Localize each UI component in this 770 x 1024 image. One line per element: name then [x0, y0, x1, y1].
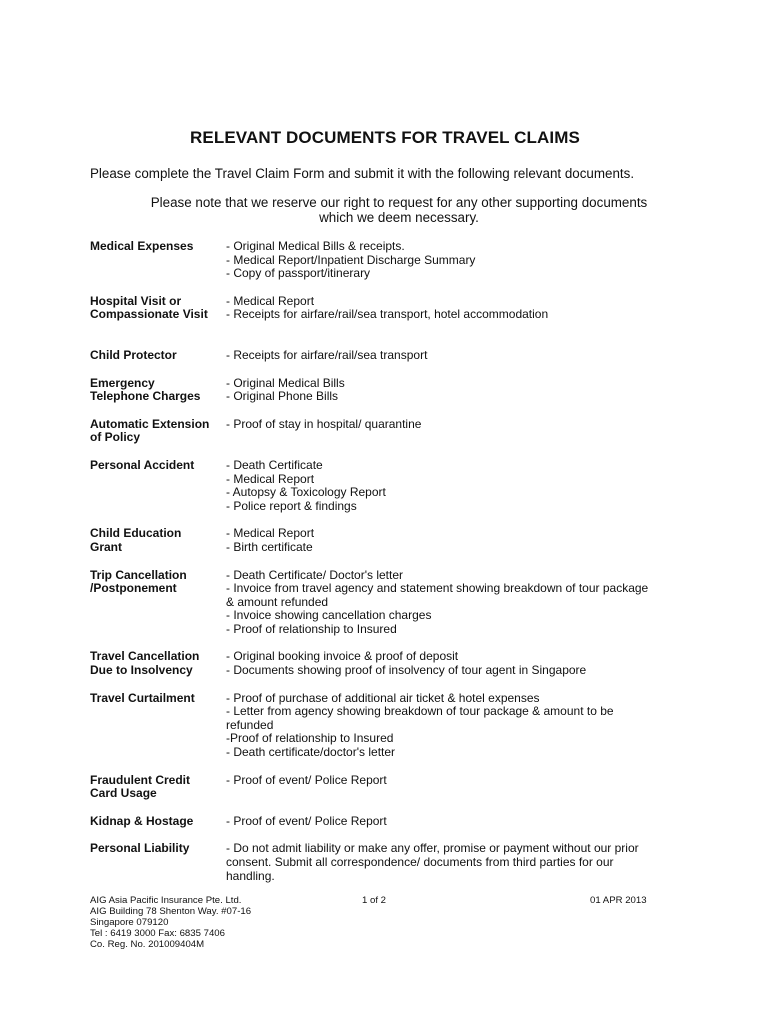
- document-item: - Original booking invoice & proof of deposit: [226, 649, 459, 664]
- claim-type-line: Travel Cancellation: [90, 649, 200, 664]
- claim-type-label: [90, 377, 226, 404]
- claim-type-label: [90, 650, 226, 677]
- claim-type-line: Medical Expenses: [90, 239, 194, 253]
- document-item: refunded: [226, 717, 274, 732]
- claim-type-label: [90, 842, 226, 883]
- notice-text: [90, 195, 708, 225]
- claim-type-line: /Postponement: [90, 581, 177, 596]
- claim-type-label: [90, 569, 226, 637]
- document-item: - Original Medical Bills: [226, 375, 345, 390]
- document-item: - Medical Report: [226, 526, 315, 541]
- document-item: - Police report & findings: [226, 498, 357, 513]
- document-item: - Proof of event/ Police Report: [226, 813, 387, 828]
- claim-section: [90, 569, 710, 637]
- document-item: - Invoice from travel agency and statement showing breakdown of tour package: [226, 581, 649, 596]
- document-item: - Proof of purchase of additional air ticket & hotel expenses: [226, 690, 540, 705]
- document-item: - Proof of event/ Police Report: [226, 772, 387, 787]
- claim-type-label: [90, 459, 226, 513]
- claim-type-line: Automatic Extension: [90, 416, 210, 431]
- document-item: - Birth certificate: [226, 539, 313, 554]
- address-line: Singapore 079120: [90, 917, 169, 928]
- intro-text: Please complete the Travel Claim Form and submit it with the following relevant documents.: [90, 166, 635, 181]
- document-item: - Proof of stay in hospital/ quarantine: [226, 416, 422, 431]
- claim-type-label: [90, 349, 226, 363]
- claim-section: [90, 527, 710, 554]
- page-number: 1 of 2: [362, 895, 387, 906]
- claim-section: [90, 377, 710, 404]
- document-item: - Receipts for airfare/rail/sea transport: [226, 347, 428, 362]
- claim-section: [90, 692, 710, 760]
- notice-line-2: which we deem necessary.: [319, 210, 479, 225]
- document-item: - Death certificate/doctor's letter: [226, 745, 396, 760]
- claim-type-line: of Policy: [90, 430, 141, 445]
- address-line: AIG Building 78 Shenton Way. #07-16: [90, 906, 252, 917]
- claim-type-label: [90, 774, 226, 801]
- claim-section: [90, 815, 710, 829]
- claim-type-line: Travel Curtailment: [90, 690, 195, 705]
- claim-section: [90, 418, 710, 445]
- claim-section: [90, 650, 710, 677]
- claim-type-label: [90, 418, 226, 445]
- claim-type-line: Compassionate Visit: [90, 307, 208, 322]
- document-item: - Letter from agency showing breakdown of tour package & amount to be: [226, 704, 614, 719]
- claim-type-label: [90, 815, 226, 829]
- claim-type-line: Hospital Visit or: [90, 293, 182, 308]
- required-documents: [226, 692, 710, 760]
- claim-type-line: Telephone Charges: [90, 389, 201, 404]
- claim-type-label: [90, 527, 226, 554]
- claim-type-label: [90, 692, 226, 760]
- document-item: - Autopsy & Toxicology Report: [226, 485, 386, 500]
- notice-line-1: Please note that we reserve our right to request for any other supporting documents: [150, 195, 648, 210]
- claim-type-line: Personal Accident: [90, 457, 195, 472]
- document-item: - Do not admit liability or make any offer, promise or payment without our prior: [226, 841, 639, 856]
- claim-section: [90, 842, 710, 883]
- claim-type-line: Emergency: [90, 375, 155, 390]
- revision-date: 01 APR 2013: [590, 895, 647, 906]
- required-documents: [226, 569, 710, 637]
- document-item: - Death Certificate: [226, 457, 323, 472]
- document-item: - Proof of relationship to Insured: [226, 621, 397, 636]
- document-item: - Copy of passport/itinerary: [226, 266, 371, 281]
- required-documents: [226, 240, 710, 281]
- claim-type-line: Card Usage: [90, 786, 157, 801]
- document-list: [90, 240, 710, 883]
- document-item: handling.: [226, 868, 275, 883]
- document-item: - Medical Report/Inpatient Discharge Summary: [226, 252, 476, 267]
- document-item: consent. Submit all correspondence/ documents from third parties for our: [226, 855, 614, 869]
- address-line: AIG Asia Pacific Insurance Pte. Ltd.: [90, 895, 242, 906]
- required-documents: [226, 349, 710, 363]
- claim-type-line: Trip Cancellation: [90, 567, 187, 582]
- required-documents: [226, 815, 710, 829]
- claim-type-label: [90, 240, 226, 281]
- required-documents: [226, 418, 710, 445]
- document-item: - Documents showing proof of insolvency of tour agent in Singapore: [226, 663, 587, 678]
- claim-section: [90, 295, 710, 322]
- claim-type-line: Child Education: [90, 526, 182, 541]
- document-item: - Receipts for airfare/rail/sea transport, hotel accommodation: [226, 307, 549, 322]
- required-documents: [226, 842, 710, 883]
- claim-section: [90, 349, 710, 363]
- document-item: - Original Phone Bills: [226, 389, 339, 404]
- claim-type-line: Kidnap & Hostage: [90, 813, 194, 828]
- claim-type-line: Due to Insolvency: [90, 663, 193, 678]
- claim-type-line: Grant: [90, 539, 123, 554]
- document-item: - Medical Report: [226, 471, 315, 486]
- claim-section: [90, 459, 710, 513]
- required-documents: [226, 650, 710, 677]
- document-item: - Invoice showing cancellation charges: [226, 608, 432, 623]
- document-item: - Original Medical Bills & receipts.: [226, 239, 405, 253]
- document-item: -Proof of relationship to Insured: [226, 731, 394, 746]
- claim-type-line: Child Protector: [90, 347, 177, 362]
- document-item: - Death Certificate/ Doctor's letter: [226, 567, 404, 582]
- claim-type-line: Fraudulent Credit: [90, 772, 191, 787]
- footer: [90, 895, 660, 950]
- required-documents: [226, 774, 710, 801]
- required-documents: [226, 295, 710, 322]
- required-documents: [226, 459, 710, 513]
- required-documents: [226, 377, 710, 404]
- document-item: & amount refunded: [226, 594, 329, 609]
- claim-type-line: Personal Liability: [90, 841, 190, 856]
- document-item: - Medical Report: [226, 293, 315, 308]
- required-documents: [226, 527, 710, 554]
- address-line: Tel : 6419 3000 Fax: 6835 7406: [90, 928, 225, 939]
- claim-type-label: [90, 295, 226, 322]
- address-line: Co. Reg. No. 201009404M: [90, 939, 205, 950]
- page-title: RELEVANT DOCUMENTS FOR TRAVEL CLAIMS: [190, 128, 580, 147]
- claim-section: [90, 240, 710, 281]
- claim-section: [90, 774, 710, 801]
